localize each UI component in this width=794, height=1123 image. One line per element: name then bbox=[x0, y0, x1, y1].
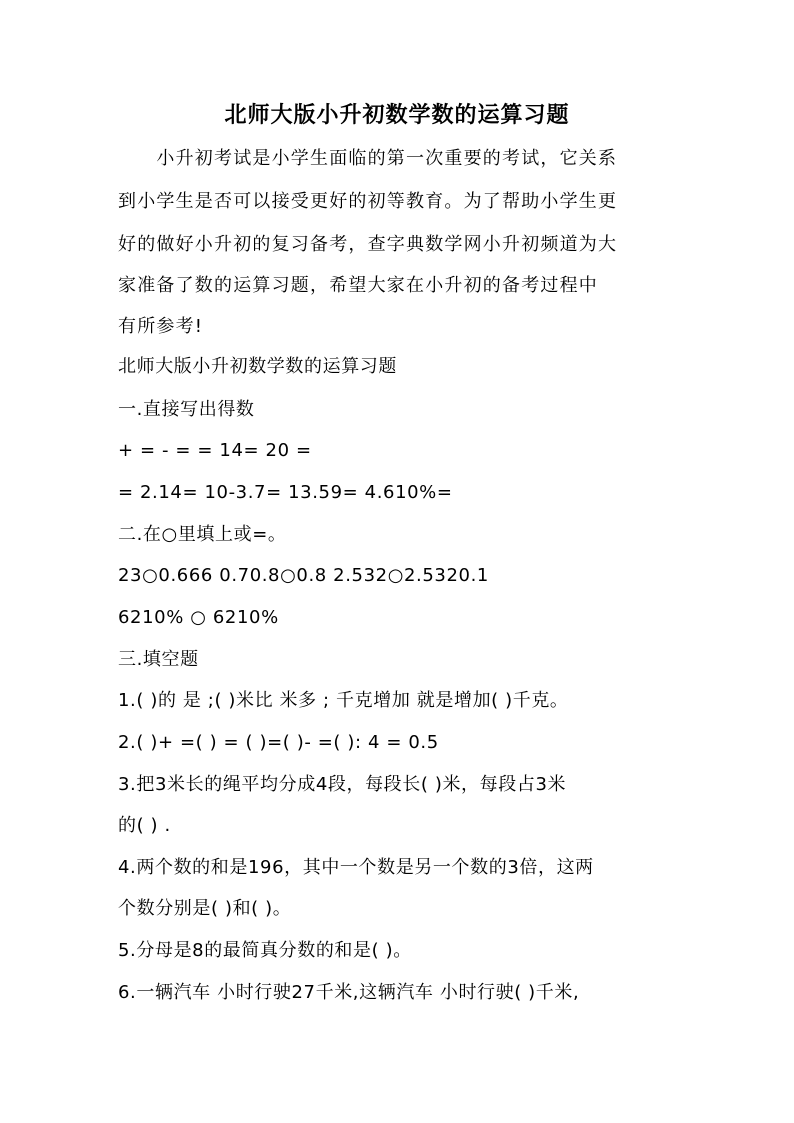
section-heading: 三.填空题 bbox=[118, 649, 199, 670]
math-line: + = - = = 14= 20 = bbox=[118, 440, 312, 461]
section-heading: 一.直接写出得数 bbox=[118, 399, 255, 420]
intro-line: 家准备了数的运算习题，希望大家在小升初的备考过程中 bbox=[118, 275, 598, 296]
question-line: 6.一辆汽车 小时行驶27千米,这辆汽车 小时行驶( )千米, bbox=[118, 982, 580, 1003]
intro-line: 小升初考试是小学生面临的第一次重要的考试，它关系 bbox=[118, 148, 618, 169]
document-title: 北师大版小升初数学数的运算习题 bbox=[224, 102, 570, 128]
section-heading: 二.在○里填上或=。 bbox=[118, 524, 287, 545]
intro-line: 到小学生是否可以接受更好的初等教育。为了帮助小学生更 bbox=[118, 191, 618, 212]
math-line: = 2.14= 10-3.7= 13.59= 4.610%= bbox=[118, 482, 453, 503]
question-line: 的( ) . bbox=[118, 815, 171, 836]
math-line: 23○0.666 0.70.8○0.8 2.532○2.5320.1 bbox=[118, 565, 489, 586]
question-line: 2.( )+ =( ) = ( )=( )- =( ): 4 = 0.5 bbox=[118, 732, 439, 753]
question-line: 4.两个数的和是196，其中一个数是另一个数的3倍，这两 bbox=[118, 857, 594, 878]
intro-line: 好的做好小升初的复习备考，查字典数学网小升初频道为大 bbox=[118, 234, 618, 255]
question-line: 1.( )的 是 ;( )米比 米多 ; 千克增加 就是增加( )千克。 bbox=[118, 690, 569, 711]
question-line: 个数分别是( )和( )。 bbox=[118, 898, 292, 919]
intro-line: 有所参考! bbox=[118, 316, 204, 337]
question-line: 3.把3米长的绳平均分成4段，每段长( )米，每段占3米 bbox=[118, 774, 567, 795]
subtitle: 北师大版小升初数学数的运算习题 bbox=[118, 356, 397, 377]
math-line: 6210% ○ 6210% bbox=[118, 607, 279, 628]
question-line: 5.分母是8的最简真分数的和是( )。 bbox=[118, 940, 412, 961]
